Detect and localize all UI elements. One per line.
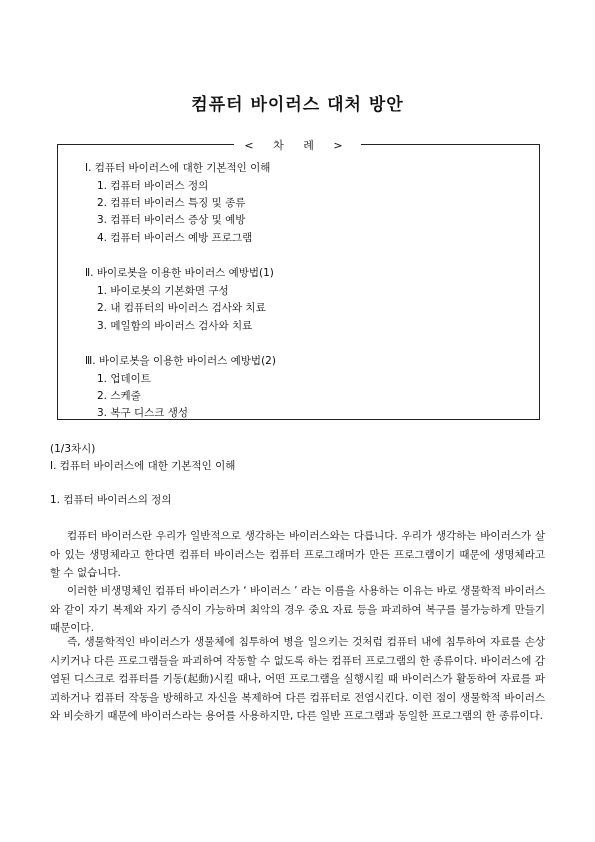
toc-item: 1. 컴퓨터 바이러스 정의	[97, 180, 209, 192]
body-paragraph: 이러한 비생명체인 컴퓨터 바이러스가 ‘ 바이러스 ’ 라는 이름을 사용하는 이유는 바로 생물학적 바이러스와 같이 자기 복제와 자기 증식이 가능하며 최악의 경우 중요 자료 등을 파괴하여 복구를 불가능하게 만들기 때문이다.	[50, 585, 545, 634]
session-label: (1/3차시)	[50, 443, 96, 455]
toc-item: 1. 업데이트	[97, 373, 151, 385]
section-heading: Ⅰ. 컴퓨터 바이러스에 대한 기본적인 이해	[50, 460, 236, 472]
subsection-heading: 1. 컴퓨터 바이러스의 정의	[50, 494, 172, 506]
toc-item: 3. 메일함의 바이러스 검사와 치료	[97, 320, 253, 332]
toc-item: 2. 내 컴퓨터의 바이러스 검사와 치료	[97, 302, 266, 314]
toc-section-1: Ⅰ. 컴퓨터 바이러스에 대한 기본적인 이해	[85, 162, 271, 174]
body-paragraph: 컴퓨터 바이러스란 우리가 일반적으로 생각하는 바이러스와는 다릅니다. 우리가 생각하는 바이러스가 살아 있는 생명체라고 한다면 컴퓨터 바이러스는 컴퓨터 프로그래머가 만든 프로그램이기 때문에 생명체라고 할 수 없습니다.	[50, 530, 545, 579]
toc-item: 2. 스케줄	[97, 390, 141, 402]
page-title: 컴퓨터 바이러스 대처 방안	[191, 95, 404, 115]
body-paragraph: 즉, 생물학적인 바이러스가 생물체에 침투하여 병을 일으키는 것처럼 컴퓨터 내에 침투하여 자료를 손상시키거나 다른 프로그램들을 파괴하여 작동할 수 없도록 하는 컴퓨터 프로그램의 한 종류이다. 바이러스에 감염된 디스크로 컴퓨터를 기동(起動)시킬 때나, 어떤 프로그램을 실행시킬 때 바이러스가 활동하여 자료를 파괴하거나 컴퓨터 작동을 방해하고 자신을 복제하여 다른 컴퓨터로 전염시킨다. 이런 점이 생물학적 바이러스와 비슷하기 때문에 바이러스라는 용어를 사용하지만, 다른 일반 프로그램과 동일한 프로그램의 한 종류이다.	[50, 636, 545, 722]
toc-item: 3. 복구 디스크 생성	[97, 407, 189, 419]
toc-section-2: Ⅱ. 바이로봇을 이용한 바이러스 예방법(1)	[85, 267, 274, 279]
toc-item: 2. 컴퓨터 바이러스 특징 및 종류	[97, 197, 246, 209]
toc-heading-label: < 차 례 >	[234, 139, 360, 152]
toc-section-3: Ⅲ. 바이로봇을 이용한 바이러스 예방법(2)	[85, 355, 276, 367]
toc-item: 1. 바이로봇의 기본화면 구성	[97, 285, 229, 297]
toc-heading	[0, 137, 595, 153]
toc-item: 4. 컴퓨터 바이러스 예방 프로그램	[97, 232, 253, 244]
toc-item: 3. 컴퓨터 바이러스 증상 및 예방	[97, 214, 246, 226]
